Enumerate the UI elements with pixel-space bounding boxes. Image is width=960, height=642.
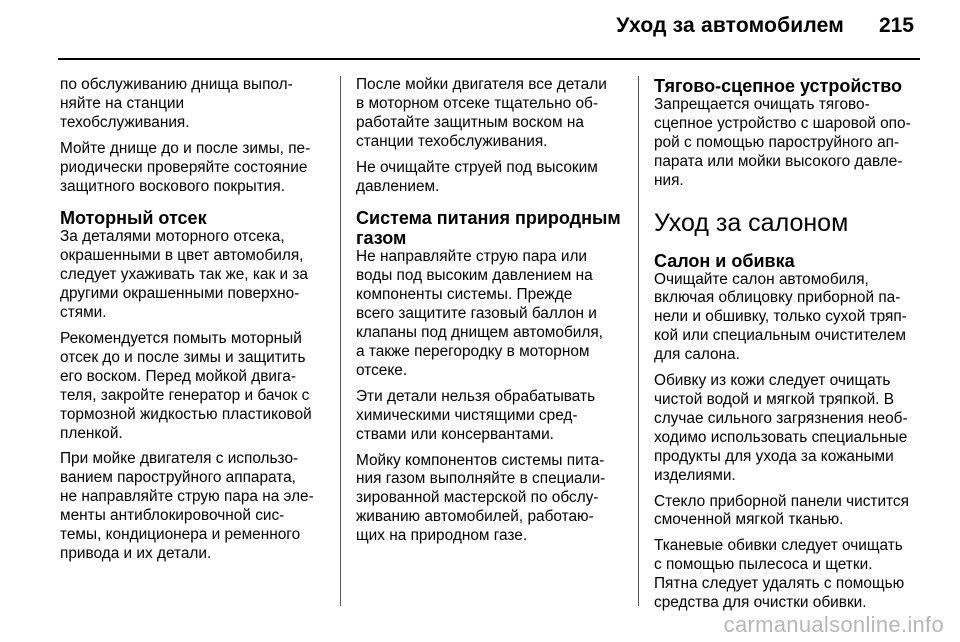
paragraph: Мойку компонентов системы пита- ния газом выполняйте в специали- зированной мастерской по обслу- живанию автомобилей, работаю- щих на природном газе.: [356, 451, 606, 545]
paragraph: Запрещается очищать тягово- сцепное устройство с шаровой опо- рой с помощью пароструйного ап- парата или мойки высокого давле- ния.: [654, 96, 911, 189]
paragraph: Эти детали нельзя обрабатывать химическими чистящими сред- ствами или консервантами.: [356, 387, 596, 443]
section-heading-gas-system: Система питания природным газом: [356, 208, 621, 249]
paragraph: Очищайте салон автомобиля, включая облицовку приборной па- нели и обшивку, только сухой тряп- кой или специальным очистителем для салона.: [654, 270, 907, 364]
paragraph: Не направляйте струю пара или воды под высоким давлением на компоненты системы. Прежде всего защитите газовый баллон и клапаны под днищем автомобиля, а также перегородку в моторном отсеке.: [356, 248, 603, 379]
column-divider: [638, 76, 639, 606]
paragraph: Рекомендуется помыть моторный отсек до и после зимы и защитить его воском. Перед мойкой двига- теля, закройте генератор и бачок с тормозной жидкостью пластиковой пленкой.: [60, 329, 312, 442]
paragraph: За деталями моторного отсека, окрашенными в цвет автомобиля, следует ухаживать так же, как и за другими окрашенными поверхно- стями.: [60, 228, 308, 322]
paragraph: После мойки двигателя все детали в моторном отсеке тщательно об- работайте защитным воском на станции техобслуживания.: [356, 76, 607, 150]
column-1: [60, 76, 328, 571]
paragraph: Тканевые обивки следует очищать с помощью пылесоса и щетки. Пятна следует удалять с помощью средства для очистки обивки.: [654, 537, 905, 612]
page-header: [0, 0, 960, 60]
paragraph: по обслуживанию днища выпол- няйте на станции техобслуживания.: [60, 76, 293, 131]
section-heading-upholstery: Салон и обивка: [654, 250, 795, 271]
paragraph: Не очищайте струей под высоким давлением.: [356, 158, 598, 195]
section-heading-towbar: Тягово-сцепное устройство: [654, 76, 903, 96]
paragraph: Обивку из кожи следует очищать чистой водой и мягкой тряпкой. В случае сильного загрязнения необ- ходимо использовать специальные продукты для ухода за кожаными изделиями.: [654, 372, 908, 484]
column-2: [356, 76, 624, 553]
chapter-heading-interior: Уход за салоном: [654, 208, 849, 237]
column-divider: [340, 76, 341, 606]
watermark: carmanualsonline.info: [723, 612, 944, 637]
page-number: 215: [878, 14, 914, 37]
page-title: Уход за автомобилем: [616, 14, 844, 37]
paragraph: Стекло приборной панели чистится смоченной мягкой тканью.: [654, 492, 909, 529]
header-rule: [58, 58, 920, 60]
paragraph: При мойке двигателя с использо- ванием пароструйного аппарата, не направляйте струю пара на эле- менты антиблокировочной сис- темы, кондиционера и ременного привода и их детали.: [60, 450, 314, 562]
section-heading-engine: Моторный отсек: [60, 208, 207, 229]
paragraph: Мойте днище до и после зимы, пе- риодически проверяйте состояние защитного воскового покрытия.: [60, 139, 311, 195]
column-3: [654, 76, 922, 620]
